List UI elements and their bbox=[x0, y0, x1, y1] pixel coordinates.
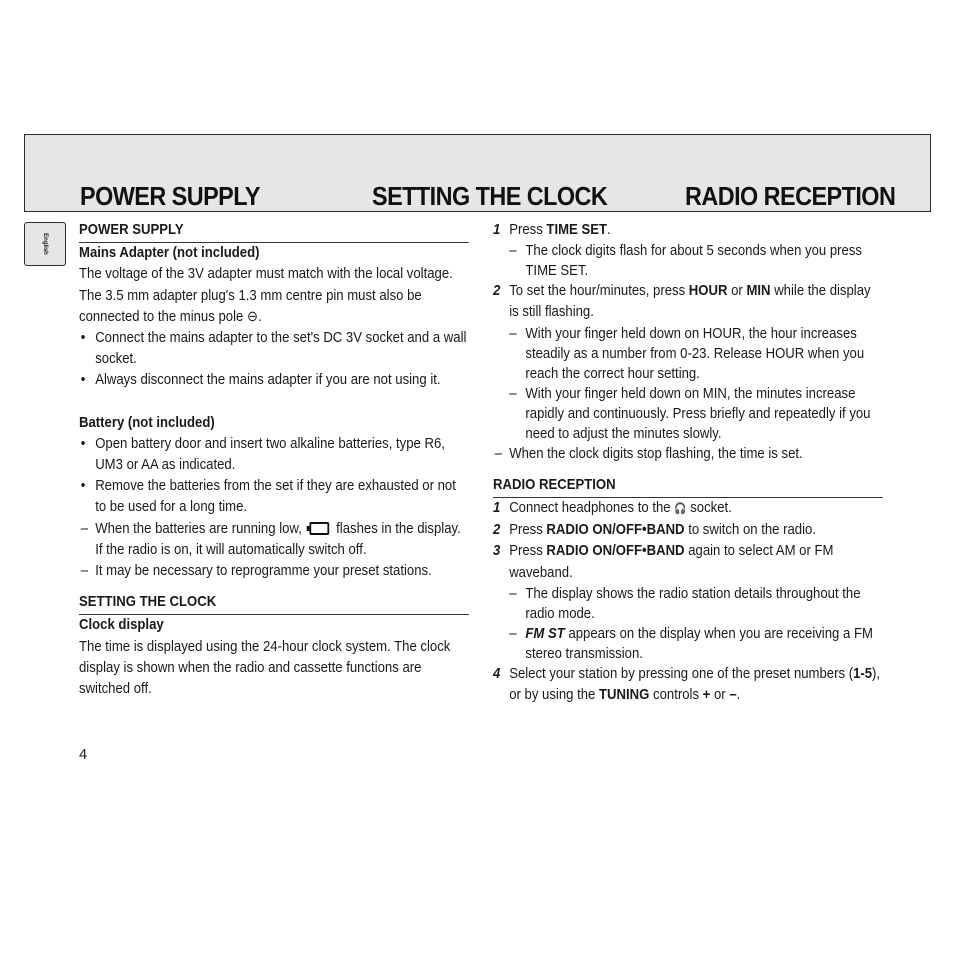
radio-reception-heading: RADIO RECEPTION bbox=[493, 475, 883, 498]
setting-clock-heading: SETTING THE CLOCK bbox=[79, 592, 469, 615]
page-number: 4 bbox=[79, 747, 88, 763]
list-item: – With your finger held down on MIN, the minutes increase rapidly and continuously. Press briefly and repeatedly if you need to adjust the minutes slowly. bbox=[493, 384, 883, 444]
title-setting-clock: SETTING THE CLOCK bbox=[372, 181, 608, 211]
list-item: – When the clock digits stop flashing, the time is set. bbox=[493, 444, 883, 465]
title-power-supply: POWER SUPPLY bbox=[80, 181, 260, 211]
left-column bbox=[79, 220, 469, 700]
clock-display-heading: Clock display bbox=[79, 617, 164, 634]
right-column bbox=[493, 220, 883, 706]
list-item: – The clock digits flash for about 5 seconds when you press TIME SET. bbox=[493, 241, 883, 281]
title-radio-reception: RADIO RECEPTION bbox=[685, 181, 896, 211]
mains-adapter-text: The voltage of the 3V adapter must match with the local voltage. The 3.5 mm adapter plug's 1.3 mm centre pin must also be connected to the minus pole ⊖. bbox=[79, 266, 453, 325]
list-item: – It may be necessary to reprogramme your preset stations. bbox=[79, 561, 469, 582]
mains-adapter-heading: Mains Adapter (not included) bbox=[79, 245, 260, 262]
list-item: – With your finger held down on HOUR, the hour increases steadily as a number from 0-23. Release HOUR when you reach the correct hour setting. bbox=[493, 324, 883, 384]
step-item: 2 To set the hour/minutes, press HOUR or MIN while the display is still flashing. bbox=[493, 283, 871, 321]
list-item: – FM ST appears on the display when you are receiving a FM stereo transmission. bbox=[493, 624, 883, 664]
list-item: • Always disconnect the mains adapter if you are not using it. bbox=[79, 370, 469, 391]
power-supply-heading: POWER SUPPLY bbox=[79, 220, 469, 243]
list-item: • Open battery door and insert two alkaline batteries, type R6, UM3 or AA as indicated. bbox=[79, 434, 469, 476]
battery-heading: Battery (not included) bbox=[79, 414, 215, 431]
step-item: 1 Press TIME SET. bbox=[493, 222, 611, 238]
clock-display-text: The time is displayed using the 24-hour clock system. The clock display is shown when the radio and cassette functions are switched off. bbox=[79, 638, 451, 698]
language-tab-label: English bbox=[42, 233, 48, 255]
language-tab bbox=[24, 222, 66, 266]
battery-icon bbox=[309, 522, 329, 535]
step-item: 1 Connect headphones to the 🎧 socket. bbox=[493, 500, 732, 517]
headphones-icon: 🎧 bbox=[674, 503, 687, 516]
step-item: 2 Press RADIO ON/OFF•BAND to switch on the radio. bbox=[493, 522, 816, 539]
list-item: • Remove the batteries from the set if they are exhausted or not to be used for a long time. bbox=[79, 476, 469, 518]
list-item: – The display shows the radio station details throughout the radio mode. bbox=[493, 584, 883, 624]
list-item: • Connect the mains adapter to the set's DC 3V socket and a wall socket. bbox=[79, 328, 469, 370]
step-item: 4 Select your station by pressing one of the preset numbers (1-5), or by using the TUNING controls + or –. bbox=[493, 665, 881, 704]
list-item: – When the batteries are running low, flashes in the display. If the radio is on, it will automatically switch off. bbox=[79, 519, 469, 561]
step-item: 3 Press RADIO ON/OFF•BAND again to select AM or FM waveband. bbox=[493, 543, 834, 581]
